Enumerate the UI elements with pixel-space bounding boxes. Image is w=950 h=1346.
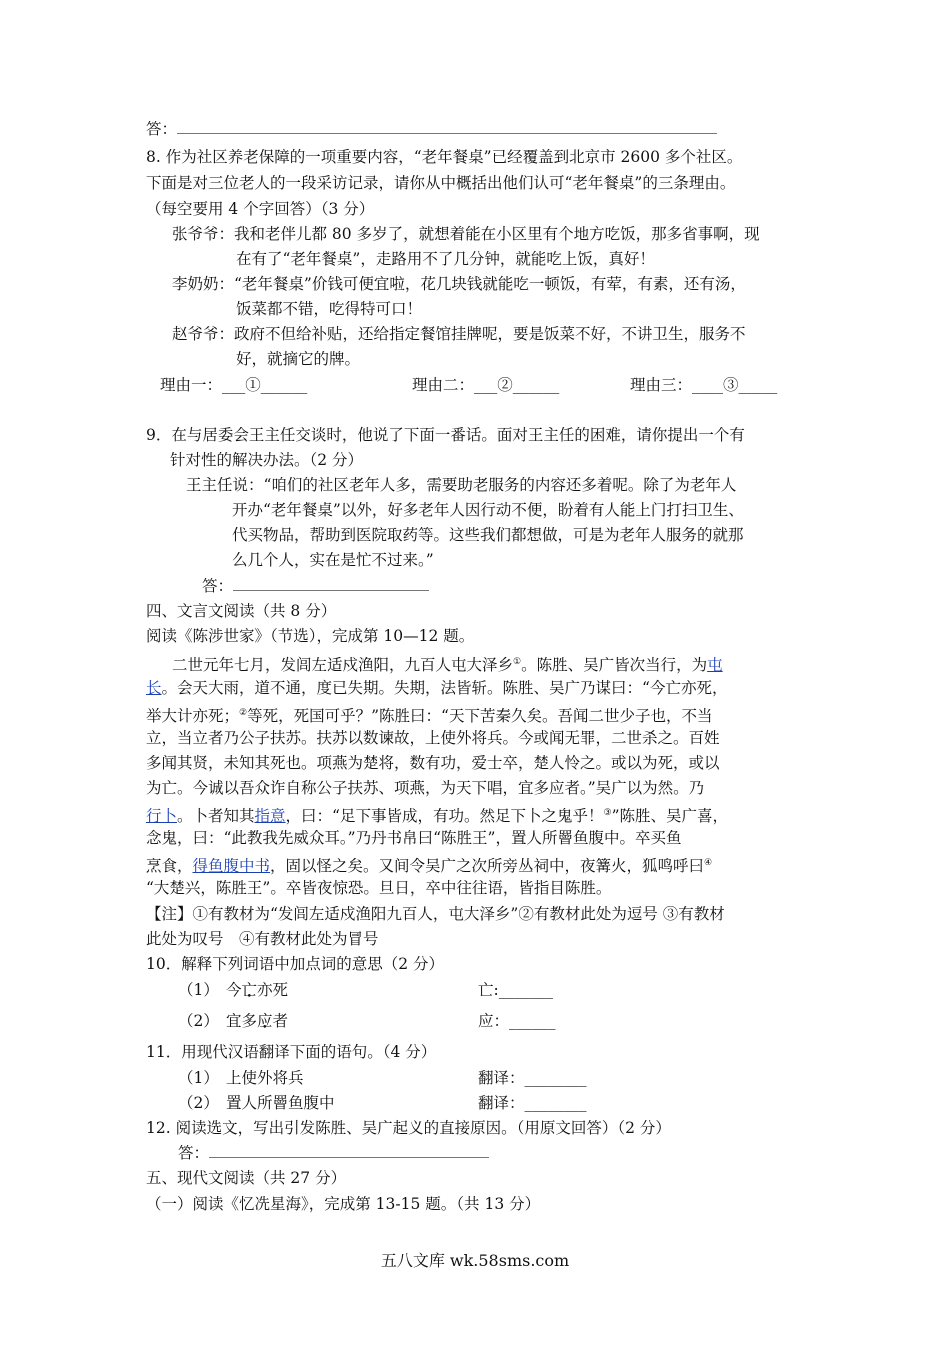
wang-quote-4: 么几个人，实在是忙不过来。” — [232, 551, 434, 569]
passage-line: “大楚兴，陈胜王”。卒皆夜惊恐。旦日，卒中往往语，皆指目陈胜。 — [146, 879, 612, 897]
q11-item-1-answer[interactable]: 翻译：________ — [478, 1069, 587, 1087]
interview-zhang-2: 在有了“老年餐桌”，走路用不了几分钟，就能吃上饭，真好！ — [236, 250, 655, 268]
section-5-title: 五、现代文阅读（共 27 分） — [146, 1169, 347, 1187]
footnote-mark: ① — [513, 657, 522, 667]
wang-quote-1: 王主任说：“咱们的社区老年人多，需要助老服务的内容还多着呢。除了为老年人 — [186, 476, 737, 494]
q9-line-1: 9．在与居委会王主任交谈时，他说了下面一番话。面对王主任的困难，请你提出一个有 — [146, 426, 745, 444]
passage-text: 烹食， — [146, 857, 193, 876]
q11-title: 11．用现代汉语翻译下面的语句。（4 分） — [146, 1043, 437, 1061]
wang-quote-3: 代买物品，帮助到医院取药等。这些我们都想做，可是为老年人服务的就那 — [232, 526, 744, 544]
link-yufuzhongshu[interactable]: 得鱼腹中书 — [192, 857, 271, 876]
q11-item-2-answer[interactable]: 翻译：________ — [478, 1094, 587, 1112]
passage-text: ，固以怪之矣。又间令吴广之次所旁丛祠中，夜篝火，狐鸣呼曰 — [270, 857, 705, 876]
q11-item-2-num: （2） — [178, 1094, 219, 1112]
word-text: 宜多 — [226, 1012, 258, 1030]
link-zhang[interactable]: 长 — [146, 679, 162, 697]
passage-line — [146, 677, 727, 699]
q12-answer — [178, 1142, 489, 1164]
dotted-word: 亡 — [241, 981, 258, 999]
wang-quote-2: 开办“老年餐桌”以外，好多老年人因行动不便，盼着有人能上门打扫卫生、 — [232, 501, 744, 519]
q9-answer — [202, 575, 429, 597]
answer-blank[interactable] — [209, 1143, 489, 1158]
q10-item-2-num: （2） — [178, 1012, 219, 1030]
top-answer — [146, 118, 717, 140]
interview-zhao-2: 好，就摘它的牌。 — [236, 350, 361, 368]
q10-title: 10．解释下列词语中加点词的意思（2 分） — [146, 955, 445, 973]
word-text: 亦死 — [257, 981, 289, 999]
passage-line: 立，当立者乃公子扶苏。扶苏以数谏故，上使外将兵。今或闻无罪，二世杀之。百姓 — [146, 729, 720, 747]
link-zhiyi[interactable]: 指意 — [254, 807, 286, 826]
footnote-mark: ③ — [603, 808, 612, 818]
passage-line: 为亡。今诚以吾众诈自称公子扶苏、项燕，为天下唱，宜多应者。”吴广以为然。乃 — [146, 779, 705, 797]
passage-text: 二世元年七月，发闾左适戍渔阳，九百人屯大泽乡 — [172, 656, 514, 675]
passage-line: 多闻其贤，未知其死也。项燕为楚将，数有功，爱士卒，楚人怜之。或以为死，或以 — [146, 754, 720, 772]
q11-item-1-num: （1） — [178, 1069, 219, 1087]
section-4-title: 四、文言文阅读（共 8 分） — [146, 602, 337, 620]
answer-label: 答： — [178, 1144, 210, 1162]
q11-item-1-text: 上使外将兵 — [226, 1069, 304, 1087]
q11-item-2-text: 置人所罾鱼腹中 — [226, 1094, 335, 1112]
passage-text: ”陈胜、吴广喜， — [611, 807, 728, 826]
q10-item-1-text — [226, 979, 288, 1001]
interview-zhao-1: 赵爷爷：政府不但给补贴，还给指定餐馆挂牌呢，要是饭菜不好，不讲卫生，服务不 — [172, 325, 746, 343]
passage-text: 。陈胜、吴广皆次当行，为 — [521, 656, 708, 675]
q8-line-1: 8. 作为社区养老保障的一项重要内容，“老年餐桌”已经覆盖到北京市 2600 多个社区。 — [146, 148, 743, 166]
answer-label: 答： — [146, 120, 178, 138]
passage-line — [172, 651, 723, 676]
footnote-mark: ④ — [704, 858, 713, 868]
reason-3-blank[interactable]: 理由三：____③_____ — [630, 376, 778, 394]
passage-text: 。卜者知其 — [177, 807, 255, 826]
passage-line — [146, 802, 728, 827]
passage-line — [146, 702, 712, 727]
passage-text: 举大计亦死； — [146, 707, 240, 726]
interview-zhang-1: 张爷爷：我和老伴儿都 80 多岁了，就想着能在小区里有个地方吃饭，那多省事啊，现 — [172, 225, 760, 243]
answer-blank[interactable] — [177, 119, 717, 134]
notes-line-1: 【注】①有教材为“发闾左适戍渔阳九百人，屯大泽乡”②有教材此处为逗号 ③有教材 — [146, 905, 725, 923]
dotted-word: 应 — [257, 1012, 273, 1030]
q10-item-1-answer[interactable]: 亡:_______ — [478, 981, 553, 999]
interview-li-2: 饭菜都不错，吃得特可口！ — [236, 300, 423, 318]
word-text: 今 — [226, 981, 242, 999]
footnote-mark: ② — [239, 708, 248, 718]
page-footer: 五八文库 wk.58sms.com — [380, 1251, 570, 1270]
interview-li-1: 李奶奶：“老年餐桌”价钱可便宜啦，花几块钱就能吃一顿饭，有荤，有素，还有汤， — [172, 275, 746, 293]
section-5-sub-1: （一）阅读《忆冼星海》，完成第 13-15 题。（共 13 分） — [146, 1195, 541, 1213]
passage-text: 等死，死国可乎？”陈胜曰：“天下苦秦久矣。吾闻二世少子也，不当 — [247, 707, 713, 726]
reason-1-blank[interactable]: 理由一：___①______ — [160, 376, 308, 394]
notes-line-2: 此处为叹号 ④有教材此处为冒号 — [146, 930, 379, 948]
passage-text: 。会天大雨，道不通，度已失期。失期，法皆斩。陈胜、吴广乃谋曰：“今亡亦死， — [161, 679, 728, 697]
q10-item-2-answer[interactable]: 应：______ — [478, 1012, 556, 1030]
passage-line — [146, 852, 712, 877]
q8-line-3: （每空要用 4 个字回答）（3 分） — [146, 200, 375, 218]
word-text: 者 — [272, 1012, 289, 1030]
passage-text: ，曰：“足下事皆成，有功。然足下卜之鬼乎！ — [285, 807, 604, 826]
q12-title: 12. 阅读选文，写出引发陈胜、吴广起义的直接原因。（用原文回答）（2 分） — [146, 1119, 671, 1137]
q10-item-1-num: （1） — [178, 981, 219, 999]
reason-2-blank[interactable]: 理由二：___②______ — [412, 376, 560, 394]
q9-line-2: 针对性的解决办法。（2 分） — [170, 451, 364, 469]
link-tun[interactable]: 屯 — [707, 656, 723, 675]
q8-line-2: 下面是对三位老人的一段采访记录，请你从中概括出他们认可“老年餐桌”的三条理由。 — [146, 174, 736, 192]
q10-item-2-text — [226, 1010, 288, 1032]
link-xingbu[interactable]: 行卜 — [146, 807, 178, 826]
passage-line: 念鬼，曰：“此教我先威众耳。”乃丹书帛曰“陈胜王”，置人所罾鱼腹中。卒买鱼 — [146, 829, 682, 847]
section-4-intro: 阅读《陈涉世家》（节选），完成第 10—12 题。 — [146, 627, 475, 645]
answer-blank[interactable] — [233, 576, 429, 591]
answer-label: 答： — [202, 577, 234, 595]
